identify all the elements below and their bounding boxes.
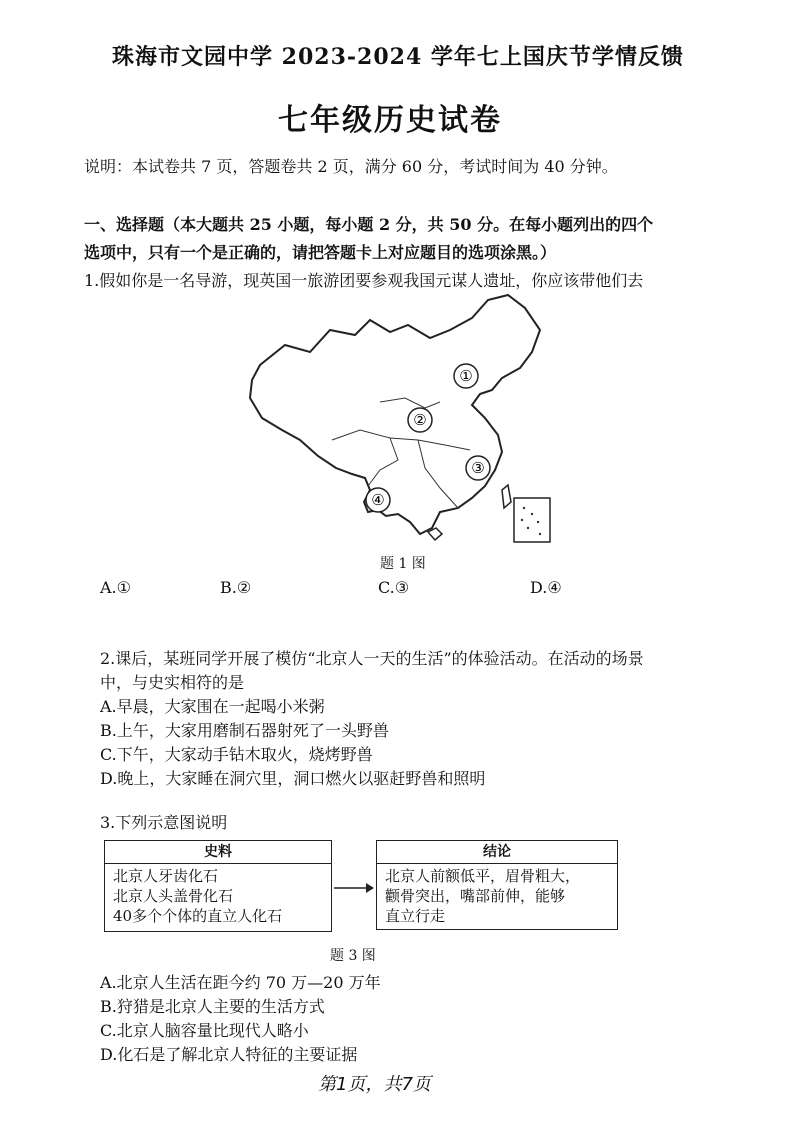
q3-stem: 3.下列示意图说明 [100, 813, 228, 832]
section-heading-line2: 选项中，只有一个是正确的，请把答题卡上对应题目的选项涂黑。） [84, 243, 557, 262]
q2-option-a: A.早晨，大家围在一起喝小米粥 [100, 697, 325, 716]
q3-arrow [332, 878, 376, 898]
q3-option-a: A.北京人生活在距今约 70 万—20 万年 [100, 973, 381, 992]
q1-option-a: A.① [100, 578, 131, 597]
q3-source-line-3: 40多个个体的直立人化石 [113, 907, 283, 925]
q3-conclusion-line-2: 颧骨突出，嘴部前伸，能够 [385, 887, 566, 905]
q3-conclusion-head: 结论 [377, 841, 617, 864]
map-outline [250, 295, 540, 534]
q2-option-b: B.上午，大家用磨制石器射死了一头野兽 [100, 721, 389, 740]
q1-stem: 1.假如你是一名导游，现英国一旅游团要参观我国元谋人遗址，你应该带他们去 [84, 271, 644, 290]
q3-conclusion-line-3: 直立行走 [385, 907, 446, 925]
q2-option-c: C.下午，大家动手钻木取火，烧烤野兽 [100, 745, 373, 764]
exam-title: 珠海市文园中学 2023-2024 学年七上国庆节学情反馈 [112, 44, 684, 70]
section-heading-line1: 一、选择题（本大题共 25 小题，每小题 2 分，共 50 分。在每小题列出的四个 [84, 215, 654, 234]
q2-stem-line2: 中，与史实相符的是 [100, 673, 245, 692]
q3-source-line-1: 北京人牙齿化石 [113, 867, 219, 885]
q2-option-d: D.晚上，大家睡在洞穴里，洞口燃火以驱赶野兽和照明 [100, 769, 486, 788]
q1-option-d: D.④ [530, 578, 562, 597]
marker-2-label: ② [413, 411, 427, 429]
marker-4-label: ④ [371, 491, 385, 509]
q3-conclusion-box [376, 840, 618, 930]
page-number-note: 第1页，共7页 [318, 1074, 431, 1095]
instructions: 说明：本试卷共 7 页，答题卷共 2 页，满分 60 分，考试时间为 40 分钟。 [84, 157, 618, 176]
q3-source-head: 史料 [105, 841, 331, 864]
taiwan-island [502, 485, 511, 508]
south-sea-inset [514, 498, 550, 542]
south-sea-islands [521, 507, 541, 535]
province-lines [332, 398, 470, 508]
china-map [240, 290, 570, 550]
q3-caption: 题 3 图 [330, 948, 376, 964]
q3-source-box [104, 840, 332, 932]
q1-option-b: B.② [220, 578, 252, 597]
marker-3-label: ③ [471, 459, 485, 477]
q2-stem-line1: 2.课后，某班同学开展了模仿“北京人一天的生活”的体验活动。在活动的场景 [100, 649, 644, 668]
q3-conclusion-line-1: 北京人前额低平，眉骨粗大， [385, 867, 581, 885]
q3-option-c: C.北京人脑容量比现代人略小 [100, 1021, 309, 1040]
exam-subtitle: 七年级历史试卷 [278, 103, 502, 138]
q3-option-b: B.狩猎是北京人主要的生活方式 [100, 997, 325, 1016]
q3-option-d: D.化石是了解北京人特征的主要证据 [100, 1045, 358, 1064]
q3-source-line-2: 北京人头盖骨化石 [113, 887, 234, 905]
marker-1-label: ① [459, 367, 473, 385]
q1-caption: 题 1 图 [380, 556, 426, 572]
q1-option-c: C.③ [378, 578, 410, 597]
